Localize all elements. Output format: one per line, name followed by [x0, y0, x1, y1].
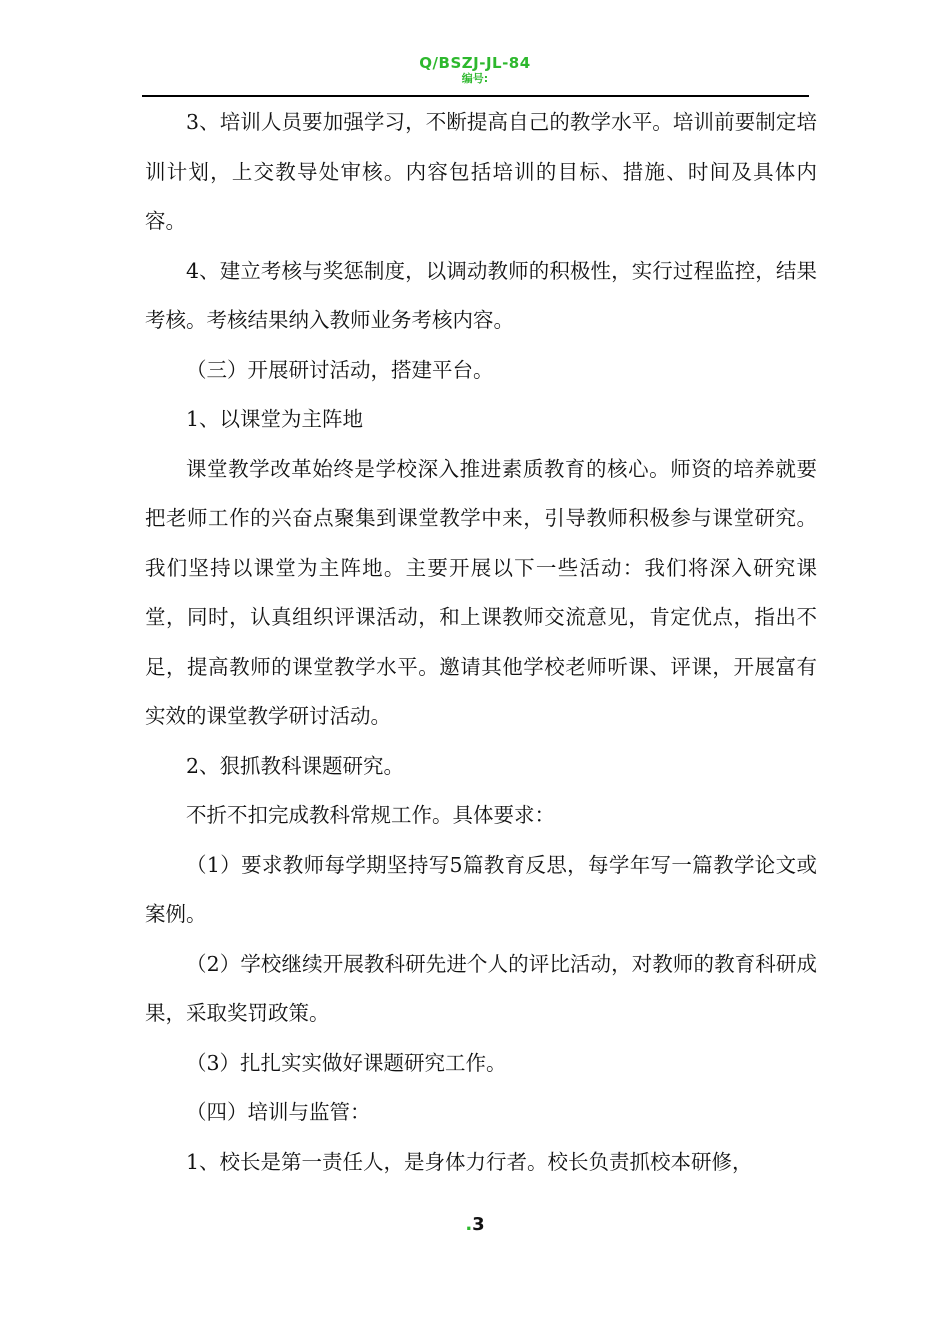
header-rule [142, 95, 809, 97]
page-number: 3 [472, 1214, 485, 1235]
document-body [145, 98, 817, 1187]
page-footer [0, 1214, 950, 1235]
paragraph: 课堂教学改革始终是学校深入推进素质教育的核心。师资的培养就要把老师工作的兴奋点聚集到课堂教学中来，引导教师积极参与课堂研究。我们坚持以课堂为主阵地。主要开展以下一些活动：我们将深入研究课堂，同时，认真组织评课活动，和上课教师交流意见，肯定优点，指出不足，提高教师的课堂教学水平。邀请其他学校老师听课、评课，开展富有实效的课堂教学研讨活动。 [145, 456, 817, 728]
paragraph: 4、建立考核与奖惩制度，以调动教师的积极性，实行过程监控，结果考核。考核结果纳入教师业务考核内容。 [145, 258, 817, 332]
document-header [0, 54, 950, 86]
section-heading: （三）开展研讨活动，搭建平台。 [186, 357, 494, 382]
subsection-heading: 2、狠抓教科课题研究。 [186, 753, 405, 778]
section-heading: （四）培训与监管： [186, 1100, 371, 1124]
document-code: Q/BSZJ-JL-84 [419, 54, 531, 72]
subsection-heading: 1、以课堂为主阵地 [186, 407, 364, 431]
paragraph: 1、校长是第一责任人，是身体力行者。校长负责抓校本研修， [186, 1149, 753, 1174]
paragraph: 3、培训人员要加强学习，不断提高自己的教学水平。培训前要制定培训计划，上交教导处审核。内容包括培训的目标、措施、时间及具体内容。 [145, 110, 817, 233]
paragraph: 不折不扣完成教科常规工作。具体要求： [186, 803, 555, 827]
list-item: （3）扎扎实实做好课题研究工作。 [186, 1050, 507, 1075]
list-item: （2）学校继续开展教科研先进个人的评比活动，对教师的教育科研成果，采取奖罚政策。 [145, 951, 817, 1025]
document-number-label: 编号: [461, 72, 489, 85]
footer-dot: . [465, 1214, 473, 1235]
list-item: （1）要求教师每学期坚持写5篇教育反思，每学年写一篇教学论文或案例。 [145, 852, 817, 926]
